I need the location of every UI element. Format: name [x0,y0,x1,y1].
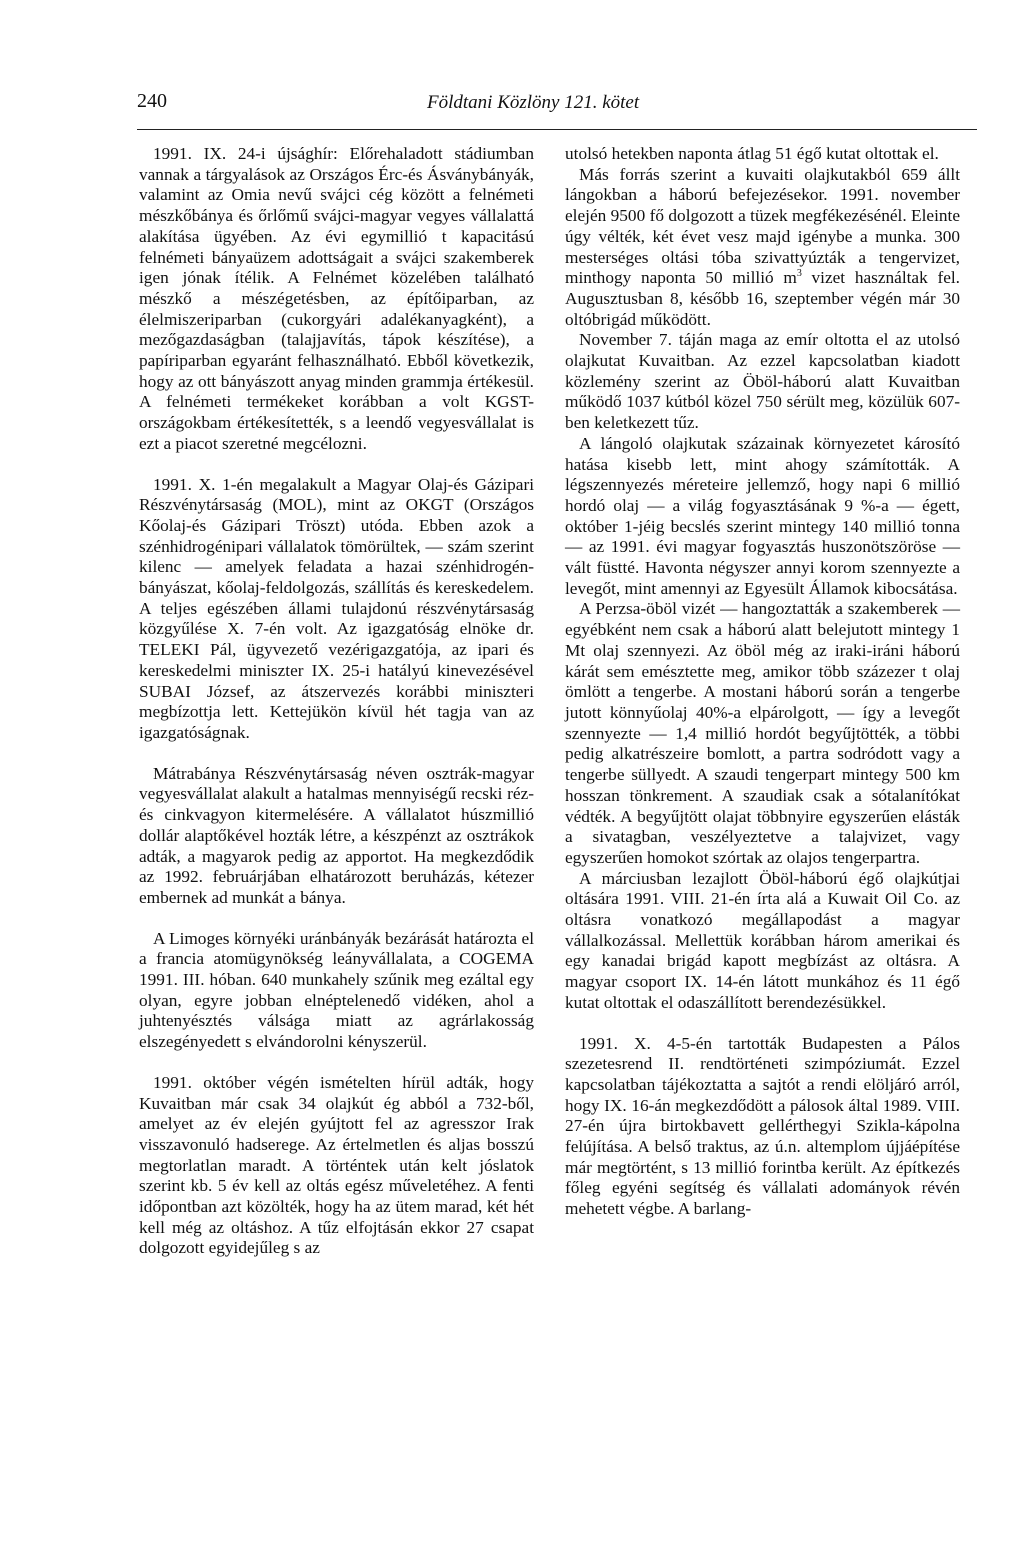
paragraph-felnemet-limestone: 1991. IX. 24-i újsághír: Előrehaladott stádiumban vannak a tárgyalások az Országos Érc-és Ásványbányák, valamint az Omia nevű svájci cég között a felnémeti mészkőbánya és őrlőmű svájci-magyar vegyes vállalattá alakítása ügyében. Az évi egymillió t kapacitású felnémeti bányaüzem adottságait a svájci szakemberek igen jónak ítélik. A Felnémet közelében található mészkő a mészégetésben, az építőiparban, az élelmiszeriparban (cukorgyári adalékanyagként), a mezőgazdaságban (talajjavítás, tápok készítése), a papíriparban egyaránt felhasználható. Ebből következik, hogy az ott bányászott anyag minden grammja értékesül. A felnémeti termékeket korábban a volt KGST-országokbam értékesítették, s a leendő vegyesvállalat is ezt a piacot szeretné megcélozni. [139,144,534,453]
paragraph-persian-gulf: A Perzsa-öböl vizét — hangoztatták a szakemberek — egyébként nem csak a háború alatt belejutott mintegy 1 Mt olaj szennyezi. Az öböl még az iraki-iráni háború kárát sem emésztette meg, amikor több százezer t olaj ömlött a tengerbe. A mostani háború során a tengerbe jutott könnyűolaj 40%-a elpárolgott, — így a levegőt szennyezte — 1,4 millió hordót begyűjtötték, a többi pedig alkatrészeire bomlott, a partra sodródott vagy a tengerbe süllyedt. A szaudi tengerpart mintegy 500 km hosszan tönkrement. A szaudiak csak a sótalanítókat védték. A begyűjtött olajat többnyire egyszerűen elásták a sivatagban, veszélyeztetve a talajvizet, vagy egyszerűen homokot szórtak az olajos tengerpartra. [565,599,960,867]
superscript-cubic: 3 [796,268,802,280]
page-number: 240 [137,90,167,112]
paragraph-hungarian-team: A márciusban lezajlott Öböl-háború égő olajkútjai oltására 1991. VIII. 21-én írta alá a Kuwait Oil Co. az oltásra vonatkozó megállapodást a magyar vállalkozással. Mellettük korábban három amerikai és egy kanadai brigád kapott megbízást az oltásra. A magyar csoport IX. 14-én látott munkához és 11 égő kutat oltottak el odaszállított berendezésükkel. [565,868,960,1012]
header-rule [137,129,977,130]
paragraph-other-source-text: Más forrás szerint a kuvaiti olajkutakból 659 állt lángokban a háború befejezésekor. 1991. november elején 9500 fő dolgozott a tüzek megfékezésénél. Eleinte úgy vélték, két évet vesz majd igénybe a munka. 300 mesterséges oltási tóba szivattyúzták a tengervizet, minthogy naponta 50 millió m [565,164,960,288]
page-header [137,90,977,118]
paragraph-limoges-uranium: A Limoges környéki uránbányák bezárását határozta el a francia atomügynökség leányvállalata, a COGEMA 1991. III. hóban. 640 munkahely szűnik meg ezáltal egy olyan, egyre jobban elnéptelenedő vidéken, ahol a juhtenyésztés válsága miatt az agrárlakosság elszegényedett s elvándorolni kényszerül. [139,928,534,1052]
left-column [139,144,534,1259]
paragraph-other-source [565,165,960,331]
paragraph-palos-order: 1991. X. 4-5-én tartották Budapesten a Pálos szezetesrend II. rendtörténeti szimpóziumát. Ezzel kapcsolatban tájékoztatta a sajtót a rendi elöljáró arról, hogy IX. 16-án megkezdődött a pálosok által 1989. VIII. 27-én újra birtokbavett gellérthegyi Szikla-kápolna felújítása. A belső traktus, az ú.n. altemplom újjáépítése már megtörtént, s 13 millió forintba került. Az építkezés főleg egyéni segítség és vállalati adományok révén mehetett végbe. A barlang- [565,1033,960,1219]
paragraph-continuation: utolsó hetekben naponta átlag 51 égő kutat oltottak el. [565,144,939,163]
paragraph-kuwait-oil-wells: 1991. október végén ismételten hírül adták, hogy Kuvaitban már csak 34 olajkút ég abból a 732-ből, amelyet az év elején gyújtott fel az agresszor Irak visszavonuló hadserege. Az értelmetlen és aljas bosszú megtorlatlan maradt. A történtek után kelt jóslatok szerint kb. 5 év kell az oltás egész műveletéhez. A fenti időpontban azt közölték, hogy ha az ütem marad, két hét kell még az oltáshoz. A tűz elfojtásán ekkor 27 csapat dolgozott egyidejűleg s az [139,1072,534,1258]
paragraph-air-pollution: A lángoló olajkutak százainak környezetet károsító hatása kisebb lett, mint ahogy számították. A légszennyezés méreteire jellemző, hogy napi 6 millió hordó olaj — a világ fogyasztásának 9 %-a — égett, október 1-jéig becslés szerint mintegy 140 millió tonna — az 1991. évi magyar fogyasztás huszonötszöröse — vált füstté. Havonta négyszer annyi korom szennyezte a levegőt, mint amennyi az Egyesült Államok kibocsátása. [565,433,960,598]
paragraph-other-source-tail: vizet használtak fel. Augusztusban 8, később 16, szeptember végén már 30 oltóbrigád működött. [565,268,960,329]
right-column [565,144,960,1220]
paragraph-matrabanya: Mátrabánya Részvénytársaság néven osztrák-magyar vegyesvállalat alakult a hatalmas mennyiségű recski réz-és cinkvagyon kitermelésére. A vállalatot húszmillió dollár alaptőkével hozták létre, a készpénzt az osztrákok adták, a magyarok pedig az apportot. Ha megkezdődik az 1992. februárjában elhatározott beruházás, kétezer embernek ad munkát a bánya. [139,763,534,907]
paragraph-mol-founding: 1991. X. 1-én megalakult a Magyar Olaj-és Gázipari Részvénytársaság (MOL), mint az OKGT (Országos Kőolaj-és Gázipari Tröszt) utóda. Ebben azok a szénhidrogénipari vállalatok tömörültek, — szám szerint kilenc — amelyek feladata a hazai szénhidrogén-bányászat, kőolaj-feldolgozás, szállítás és kereskedelem. A teljes egészében állami tulajdonú részvénytársaság közgyűlése X. 7-én volt. Az igazgatóság elnöke dr. TELEKI Pál, ügyvezető vezérigazgatója, az ipari és kereskedelmi miniszter IX. 25-i hatályú kinevezésével SUBAI József, az átszervezés korábbi miniszteri megbízottja lett. Kettejükön kívül hét tagja van az igazgatóságnak. [139,474,534,742]
running-title: Földtani Közlöny 121. kötet [427,92,640,113]
paragraph-emir: November 7. táján maga az emír oltotta el az utolsó olajkutat Kuvaitban. Az ezzel kapcsolatban kiadott közlemény szerint az Öböl-háború alatt Kuvaitban működő 1037 kútból közel 750 sérült meg, közülük 607-ben keletkezett tűz. [565,330,960,433]
